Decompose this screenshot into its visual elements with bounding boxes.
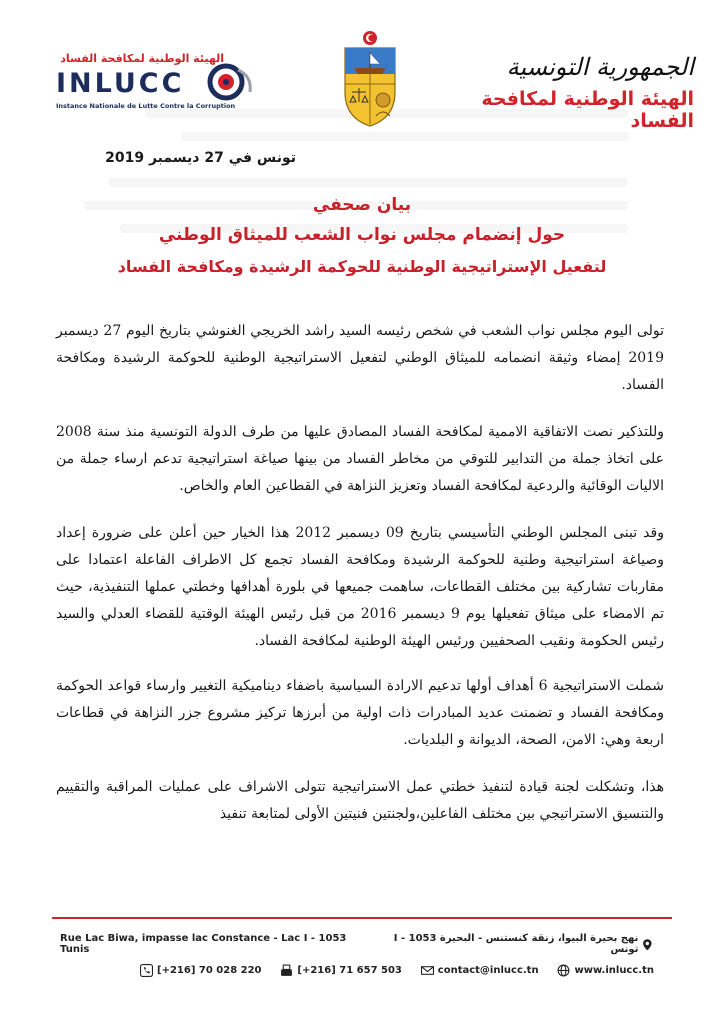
footer-divider (52, 917, 672, 919)
republic-title: الجمهورية التونسية (506, 53, 694, 81)
fax-icon (280, 964, 293, 977)
fax-number: [+216] 71 657 503 (297, 965, 402, 976)
phone-icon (140, 964, 153, 977)
fax-contact (280, 964, 402, 977)
email-contact[interactable] (421, 964, 539, 977)
phone-number: [+216] 70 028 220 (157, 965, 262, 976)
email-icon (421, 964, 434, 977)
paragraph: تولى اليوم مجلس نواب الشعب في شخص رئيسه السيد راشد الخريجي الغنوشي بتاريخ اليوم 27 ديسمبر 2019 إمضاء وثيقة انضمامه للميثاق الوطني لتفعيل الاستراتيجية الوطنية للحوكمة الرشيدة ومكافحة الفساد. (56, 323, 664, 393)
document-date: تونس في 27 ديسمبر 2019 (105, 150, 296, 166)
globe-icon (557, 964, 570, 977)
logo-acronym: INLUCC (56, 68, 185, 99)
paragraph: وللتذكير نصت الاتفاقية الاممية لمكافحة الفساد المصادق عليها من طرف الدولة التونسية منذ سنة 2008 على اتخاذ جملة من التدابير للتوقي من مخاطر الفساد من بينها صياغة استراتيجية تدعم ارساء جملة من الاليات الوقائية والردعية لمكافحة الفساد وتعزيز النزاهة في القطاعين العام والخاص. (56, 424, 664, 494)
paragraph: هذا، وتشكلت لجنة قيادة لتنفيذ خطتي عمل الاستراتيجية تتولى الاشراف على عمليات المراقبة والتقييم والتنسيق الاستراتيجي بين مختلف الفاعلين،ولجنتين فنيتين الأولى لمتابعة تنفيذ (56, 779, 664, 822)
title-line-3: لتفعيل الإستراتيجية الوطنية للحوكمة الرشيدة ومكافحة الفساد (117, 257, 607, 276)
tunisia-coat-of-arms-icon (340, 30, 400, 130)
inlucc-logo (48, 52, 268, 122)
logo-french-text: Instance Nationale de Lutte Contre la Corruption (56, 102, 236, 110)
title-line-1: بيان صحفي (312, 195, 412, 215)
title-line-2: حول إنضمام مجلس نواب الشعب للميثاق الوطني (158, 225, 566, 245)
address-french: Rue Lac Biwa, impasse lac Constance - Lac I - 1053 Tunis (60, 933, 347, 955)
phone-contact (140, 964, 262, 977)
eye-logo-icon (204, 62, 254, 102)
header-right (464, 52, 694, 132)
address-arabic: نهج بحيرة البيوا، زنقة كنستنس - البحيرة I - 1053 تونس (393, 933, 639, 955)
email-address[interactable]: contact@inlucc.tn (437, 965, 539, 976)
body-text (56, 318, 664, 848)
footer (60, 933, 654, 977)
website-url[interactable]: www.inlucc.tn (574, 965, 654, 976)
press-release-title (90, 195, 634, 276)
paragraph: شملت الاستراتيجية 6 أهداف أولها تدعيم الارادة السياسية باضفاء ديناميكية التغيير وارساء قواعد الحوكمة ومكافحة الفساد و تضمنت عديد المبادرات ذات اولية من أبرزها تركيز مشروع جزر النزاهة في قطاعات اربعة وهي: الامن، الصحة، الديوانة و البلديات. (56, 678, 664, 748)
website-contact[interactable] (557, 964, 654, 977)
address-arabic-group (370, 933, 654, 955)
location-pin-icon (641, 938, 654, 951)
paragraph: وقد تبنى المجلس الوطني التأسيسي بتاريخ 09 ديسمبر 2012 هذا الخيار حين أعلن على ضرورة إعداد وصياغة استراتيجية وطنية للحوكمة الرشيدة ومكافحة الفساد تجمع كل الاطراف الفاعلة اعتمادا على مقاربات تشاركية بين مختلف القطاعات، ساهمت جميعها في بلورة أهدافها وخطتي عملها التنفيذية، حيث تم الامضاء على ميثاق تفعيلها يوم 9 ديسمبر 2016 من قبل رئيس الهيئة الوقتية للقضاء العدلي والسيد رئيس الحكومة ونقيب الصحفيين ورئيس الهيئة الوطنية لمكافحة الفساد. (56, 525, 664, 649)
logo-arabic-text: الهيئة الوطنية لمكافحة الفساد (60, 52, 224, 65)
authority-name: الهيئة الوطنية لمكافحة الفساد (481, 88, 694, 132)
